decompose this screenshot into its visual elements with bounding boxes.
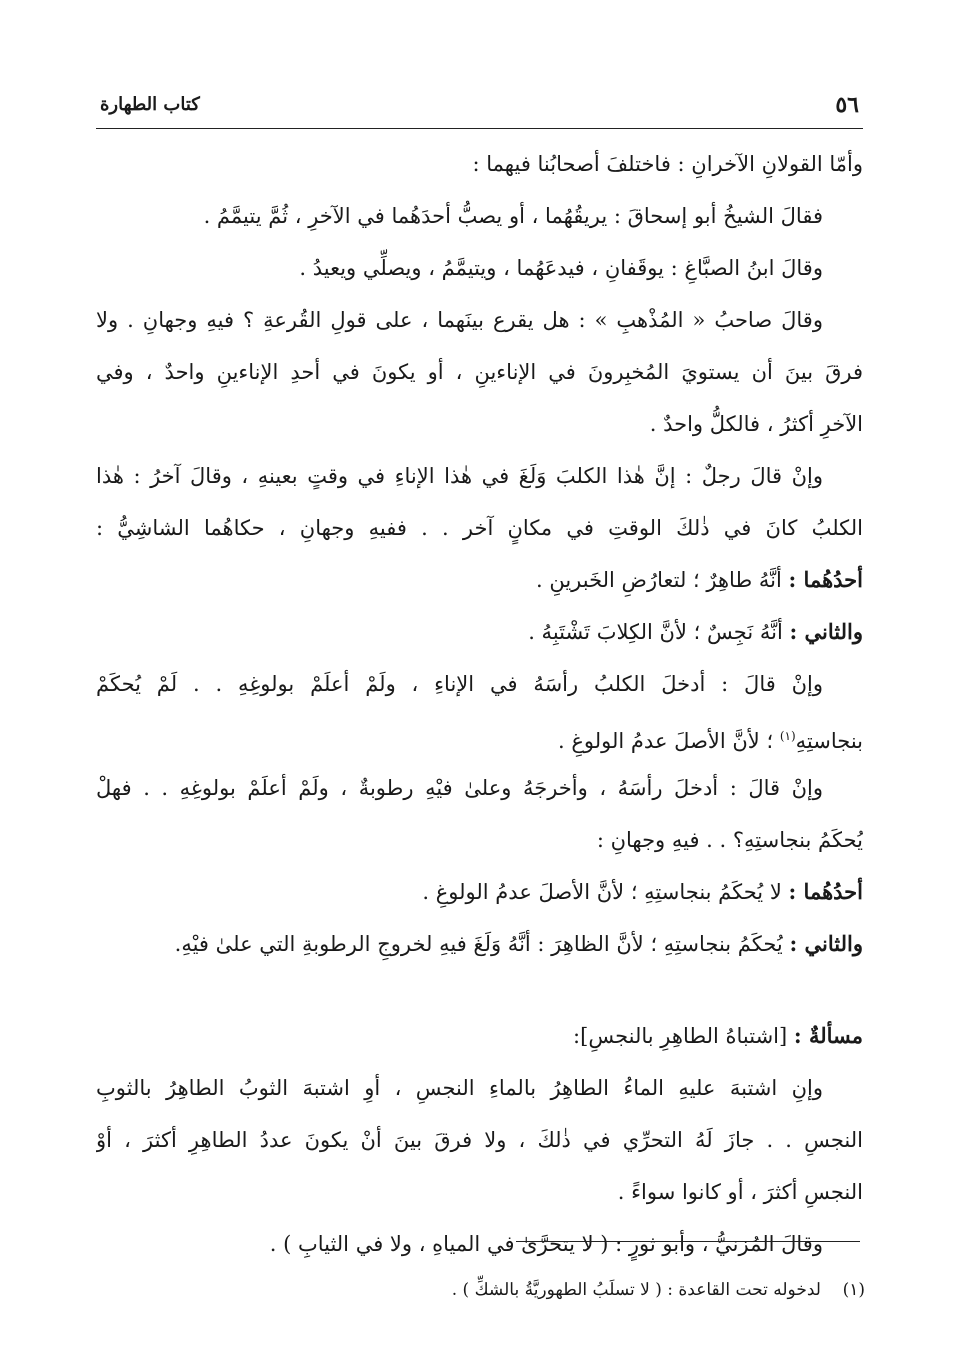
text-line: وإنِ اشتبهَ عليهِ الماءُ الطاهِرُ بالماءِ النجسِ ، أوِ اشتبهَ الثوبُ الطاهِرُ بالثوبِ — [96, 1076, 823, 1100]
text-line: فقالَ الشيخُ أبو إسحاقَ : يريقُهُما ، أو يصبُّ أحدَهُما في الآخرِ ، ثُمَّ يتيمَّمُ . — [203, 204, 823, 228]
label-second: والثاني : — [789, 931, 863, 956]
inline-text: أنَّهُ نَجِسٌ ؛ — [693, 620, 783, 644]
text-line: وأمّا القولانِ الآخرانِ : فاختلفَ أصحابُنا فيهما : — [472, 152, 863, 176]
text-line: النجسِ أكثرَ ، أو كانوا سواءً . — [617, 1180, 863, 1204]
issue-label: مسألةٌ : — [793, 1023, 863, 1048]
issue-heading — [96, 1010, 863, 1062]
inline-text: بنجاستِهِ — [795, 729, 863, 753]
running-header — [96, 88, 863, 129]
footnote-text: لدخوله تحت القاعدة : ( لا تسلَبُ الطهوريَّةُ بالشكِّ ) . — [451, 1280, 821, 1300]
text-line: وإنْ قالَ رجلٌ : إنَّ هٰذا الكلبَ وَلَغَ في هٰذا الإناءِ في وقتٍ بعينهِ ، وقالَ آخرُ : هٰذا — [96, 464, 823, 488]
text-line: وقالَ ابنُ الصبَّاغِ : يوقَفانِ ، فيدعَهُما ، ويتيمَّمُ ، ويصلِّي ويعيدُ . — [299, 256, 823, 280]
footnote-ref: (١) — [779, 729, 796, 743]
text-line: وإنْ قالَ : أدخلَ الكلبُ رأسَهُ في الإناءِ ، ولَمْ أعلَمْ بولوغِهِ . . لَمْ يُحكَمْ — [96, 672, 823, 696]
text-line — [96, 866, 863, 918]
label-second: والثاني : — [789, 619, 863, 644]
text-line — [96, 554, 863, 606]
text-line: النجسِ . . جازَ لَهُ التحرِّي في ذٰلكَ ، ولا فرقَ بينَ أنْ يكونَ عددُ الطاهِرِ أكثرَ ، أوْ — [96, 1128, 863, 1152]
text-line: يُحكَمُ بنجاستِهِ؟ . . فيهِ وجهانِ : — [596, 828, 863, 852]
running-title: كتاب الطهارة — [100, 94, 200, 115]
inline-text: يُحكَمُ بنجاستِهِ ؛ لأنَّ الظاهِرَ : أنَّهُ وَلَغَ فيهِ لخروجِ الرطوبةِ التي علىٰ فيْهِ. — [174, 932, 783, 956]
footnote-number: (١) — [842, 1280, 865, 1300]
label-first: أحدُهُما : — [788, 567, 863, 592]
inline-text: ؛ — [766, 729, 780, 753]
body-text — [96, 138, 863, 1270]
footnote — [98, 1276, 865, 1304]
inline-text: لأنَّ الأصلَ عدمُ الولوغِ . — [558, 729, 760, 753]
text-line: وإنْ قالَ : أدخلَ رأسَهُ ، وأخرجَهُ وعلىٰ فيْهِ رطوبةٌ ، ولَمْ أعلَمْ بولوغِهِ . . فهلْ — [96, 776, 823, 800]
label-first: أحدُهُما : — [788, 879, 863, 904]
issue-title: [اشتباهُ الطاهِرِ بالنجسِ]: — [573, 1024, 788, 1048]
inline-text: لا يُحكَمُ بنجاستِهِ ؛ لأنَّ الأصلَ عدمُ الولوغِ . — [422, 880, 782, 904]
text-line: الآخرِ أكثرُ ، فالكلُّ واحدٌ . — [649, 412, 863, 436]
inline-text: لأنَّ الكِلابَ تَشْتَبِهُ . — [528, 620, 687, 644]
text-line: وقالَ صاحبُ « المُذْهبِ » : هل يقرع بينَهما ، على قولِ القُرعةِ ؟ فيهِ وجهانِ . ولا — [96, 308, 823, 332]
text-line: فرقَ بينَ أن يستويَ المُخبِرونَ في الإناءينِ ، أو يكونَ في أحدِ الإناءينِ واحدٌ ، وفي — [96, 360, 863, 384]
inline-text: أنَّهُ طاهِرٌ ؛ — [693, 568, 782, 592]
inline-text: لتعارُضِ الخَبرينِ . — [535, 568, 687, 592]
text-line — [96, 710, 863, 762]
footnote-separator — [516, 1241, 860, 1242]
text-line — [96, 606, 863, 658]
text-line — [96, 918, 863, 970]
text-line: الكلبُ كانَ في ذٰلكَ الوقتِ في مكانٍ آخر . . ففيهِ وجهانِ ، حكاهُما الشاشِيُّ : — [96, 516, 863, 540]
page-number: ٥٦ — [835, 92, 859, 118]
text-line: وقالَ المُزنيُّ ، وأبو ثورٍ : ( لا يتحرَّىٰ في المياهِ ، ولا في الثيابِ ) . — [269, 1232, 823, 1256]
